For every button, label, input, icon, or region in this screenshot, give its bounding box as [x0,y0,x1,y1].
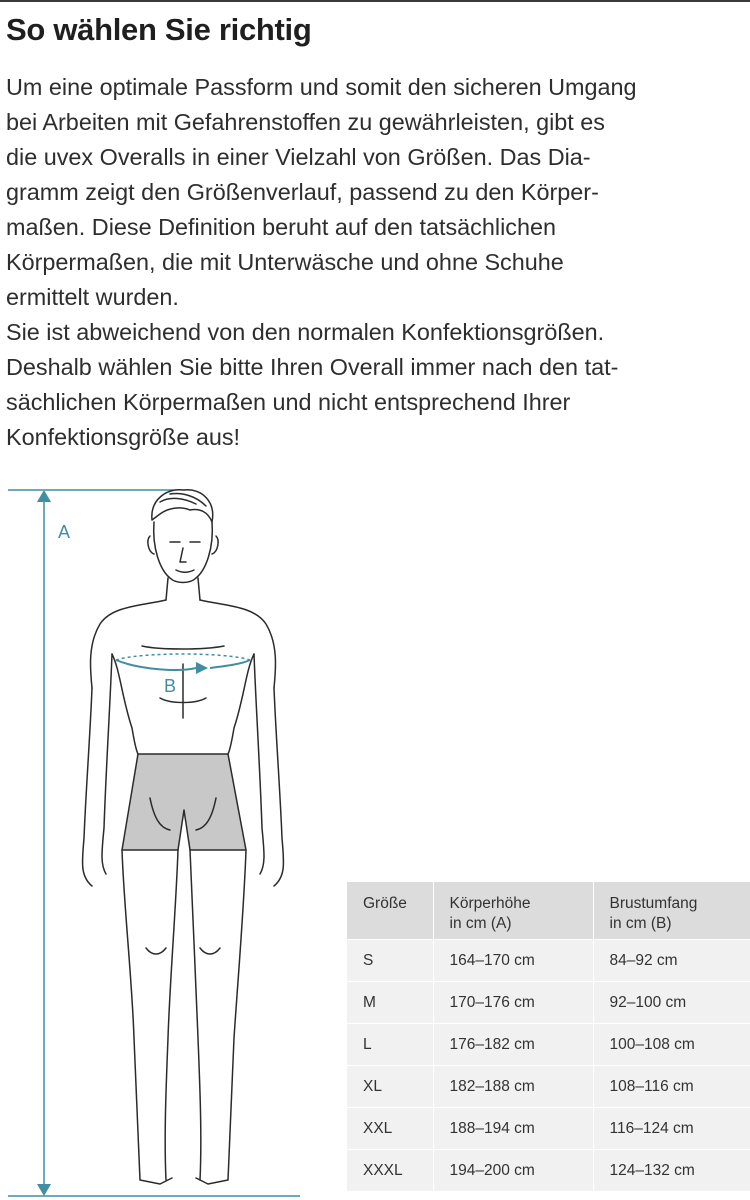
text-line: maßen. Diese Definition beruht auf den tatsächlichen [6,214,556,240]
cell-size: XL [347,1066,433,1108]
arrow-up-icon [37,490,51,502]
text-line: Körpermaßen, die mit Unterwäsche und ohne Schuhe [6,249,564,275]
human-figure [82,490,283,1184]
label-b: B [164,676,177,696]
cell-chest: 92–100 cm [593,982,750,1024]
cell-height: 188–194 cm [433,1108,593,1150]
cell-size: XXXL [347,1150,433,1192]
text-line: die uvex Overalls in einer Vielzahl von Größen. Das Dia- [6,144,591,170]
cell-height: 182–188 cm [433,1066,593,1108]
cell-chest: 108–116 cm [593,1066,750,1108]
cell-chest: 124–132 cm [593,1150,750,1192]
text-line: Um eine optimale Passform und somit den sicheren Umgang [6,74,637,100]
cell-chest: 84–92 cm [593,940,750,982]
cell-height: 194–200 cm [433,1150,593,1192]
text-line: Deshalb wählen Sie bitte Ihren Overall immer nach den tat- [6,354,619,380]
text-line: bei Arbeiten mit Gefahrenstoffen zu gewährleisten, gibt es [6,109,605,135]
cell-size: L [347,1024,433,1066]
text-line: Konfektionsgröße aus! [6,424,241,450]
table-row [347,1150,750,1192]
cell-chest: 116–124 cm [593,1108,750,1150]
body-measurement-figure [0,478,345,1200]
cell-chest: 100–108 cm [593,1024,750,1066]
arrow-down-icon [37,1184,51,1196]
header-size: Größe [347,882,433,940]
table-row [347,1108,750,1150]
page-title: So wählen Sie richtig [6,12,312,47]
cell-height: 176–182 cm [433,1024,593,1066]
text-line: ermittelt wurden. [6,284,179,310]
cell-size: XXL [347,1108,433,1150]
cell-size: M [347,982,433,1024]
header-height: Körperhöhe in cm (A) [433,882,593,940]
arrow-right-icon [196,662,208,674]
cell-height: 170–176 cm [433,982,593,1024]
text-line: gramm zeigt den Größenverlauf, passend zu den Körper- [6,179,599,205]
table-row [347,940,750,982]
intro-paragraph [6,70,741,455]
top-rule [0,0,750,2]
label-a: A [58,522,71,542]
table-row [347,982,750,1024]
text-line: sächlichen Körpermaßen und nicht entsprechend Ihrer [6,389,571,415]
table-row [347,1066,750,1108]
table-header-row [347,882,750,940]
cell-size: S [347,940,433,982]
text-line: Sie ist abweichend von den normalen Konfektionsgrößen. [6,319,605,345]
header-chest: Brustumfang in cm (B) [593,882,750,940]
size-table [347,882,750,1191]
cell-height: 164–170 cm [433,940,593,982]
table-row [347,1024,750,1066]
